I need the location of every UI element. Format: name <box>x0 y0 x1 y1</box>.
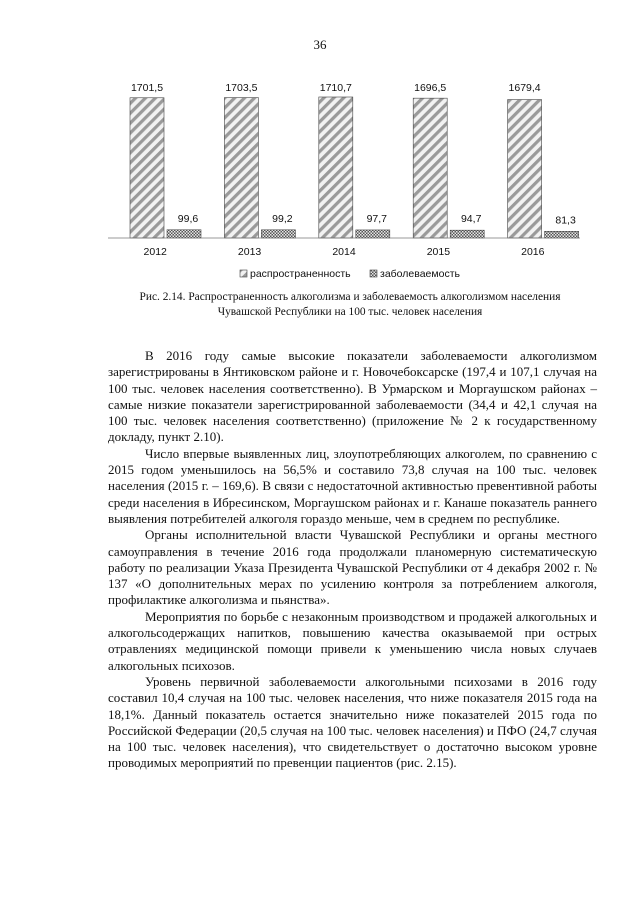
legend-label-распространенность: распространенность <box>250 268 351 280</box>
data-label-заболеваемость-2012: 99,6 <box>177 212 199 225</box>
paragraph-3: Органы исполнительной власти Чувашской Республики и органы местного самоуправления в течение 2016 года продолжали планомерную систематическую работу по реализации Указа Президента Чувашской Республики от 4 декабря 2002 г. № 137 «О дополнительных мерах по усилению контроля за потреблением алкоголя, профилактике алкоголизма и пьянства». <box>108 527 597 608</box>
data-label-распространенность-2014: 1710,7 <box>319 82 352 94</box>
legend-swatch-распространенность <box>240 270 247 277</box>
caption-line-1: Рис. 2.14. Распространенность алкоголизма и заболеваемость алкоголизмом населения <box>139 291 561 303</box>
body-text <box>108 348 597 772</box>
figure-caption <box>100 290 600 320</box>
bar-распространенность-2012 <box>130 98 164 238</box>
x-tick-label-2012: 2012 <box>143 246 167 258</box>
paragraph-5: Уровень первичной заболеваемости алкогольными психозами в 2016 году составил 10,4 случая на 100 тыс. человек населения, что ниже показателя 2015 года на 18,1%. Данный показатель остается значительно ниже показателей 2015 года по Российской Федерации (20,5 случая на 100 тыс. человек населения) и ПФО (24,7 случая на 100 тыс. человек населения), что свидетельствует о достаточно высоком уровне проводимых мероприятий по превенции пациентов (рис. 2.15). <box>108 673 597 771</box>
bar-заболеваемость-2012 <box>167 230 201 238</box>
bar-заболеваемость-2013 <box>261 230 295 238</box>
data-label-распространенность-2012: 1701,5 <box>130 82 164 94</box>
data-label-заболеваемость-2015: 94,7 <box>460 213 482 226</box>
bar-распространенность-2014 <box>319 97 353 238</box>
legend-swatch-заболеваемость <box>370 270 377 277</box>
bar-chart <box>90 72 590 282</box>
bar-заболеваемость-2015 <box>450 230 484 238</box>
data-label-заболеваемость-2016: 81,3 <box>555 214 576 227</box>
legend-label-заболеваемость: заболеваемость <box>380 268 460 280</box>
data-label-распространенность-2013: 1703,5 <box>225 82 258 94</box>
bar-распространенность-2015 <box>413 98 447 238</box>
x-tick-label-2015: 2015 <box>426 246 451 258</box>
x-tick-label-2013: 2013 <box>237 246 262 258</box>
caption-line-2: Чувашской Республики на 100 тыс. человек населения <box>217 306 483 318</box>
page-number: 36 <box>313 37 327 52</box>
paragraph-2: Число впервые выявленных лиц, злоупотребляющих алкоголем, по сравнению с 2015 годом уменьшилось на 56,5% и составило 73,8 случая на 100 тыс. человек населения (2015 г. – 169,6). В связи с недостаточной активностью превентивной работы среди населения в Ибресинском, Моргаушском районах и г. Канаше показатель раннего выявления потребителей алкоголя гораздо меньше, чем в среднем по республике. <box>108 445 597 526</box>
data-label-распространенность-2016: 1679,4 <box>508 82 541 94</box>
paragraph-1: В 2016 году самые высокие показатели заболеваемости алкоголизмом зарегистрированы в Янтиковском районе и г. Новочебоксарске (197,4 и 107,1 случая на 100 тыс. человек населения соответственно). В Урмарском и Моргаушском районах – самые низкие показатели зарегистрированной заболеваемости (34,4 и 42,1 случая на 100 тыс. человек населения соответственно) (приложение № 2 к государственному докладу, пункт 2.10). <box>108 348 597 445</box>
x-tick-label-2016: 2016 <box>521 246 545 258</box>
x-tick-label-2014: 2014 <box>332 246 356 258</box>
bar-заболеваемость-2014 <box>356 230 390 238</box>
bar-заболеваемость-2016 <box>545 231 579 238</box>
bar-распространенность-2013 <box>224 98 258 238</box>
data-label-заболеваемость-2013: 99,2 <box>272 212 293 225</box>
data-label-заболеваемость-2014: 97,7 <box>366 212 388 225</box>
data-label-распространенность-2015: 1696,5 <box>414 82 447 94</box>
bar-распространенность-2016 <box>508 100 542 238</box>
paragraph-4: Мероприятия по борьбе с незаконным производством и продажей алкогольных и алкогольсодержащих напитков, повышению качества оказываемой при острых отравлениях медицинской помощи привели к уменьшению числа новых случаев алкогольных психозов. <box>108 608 597 673</box>
